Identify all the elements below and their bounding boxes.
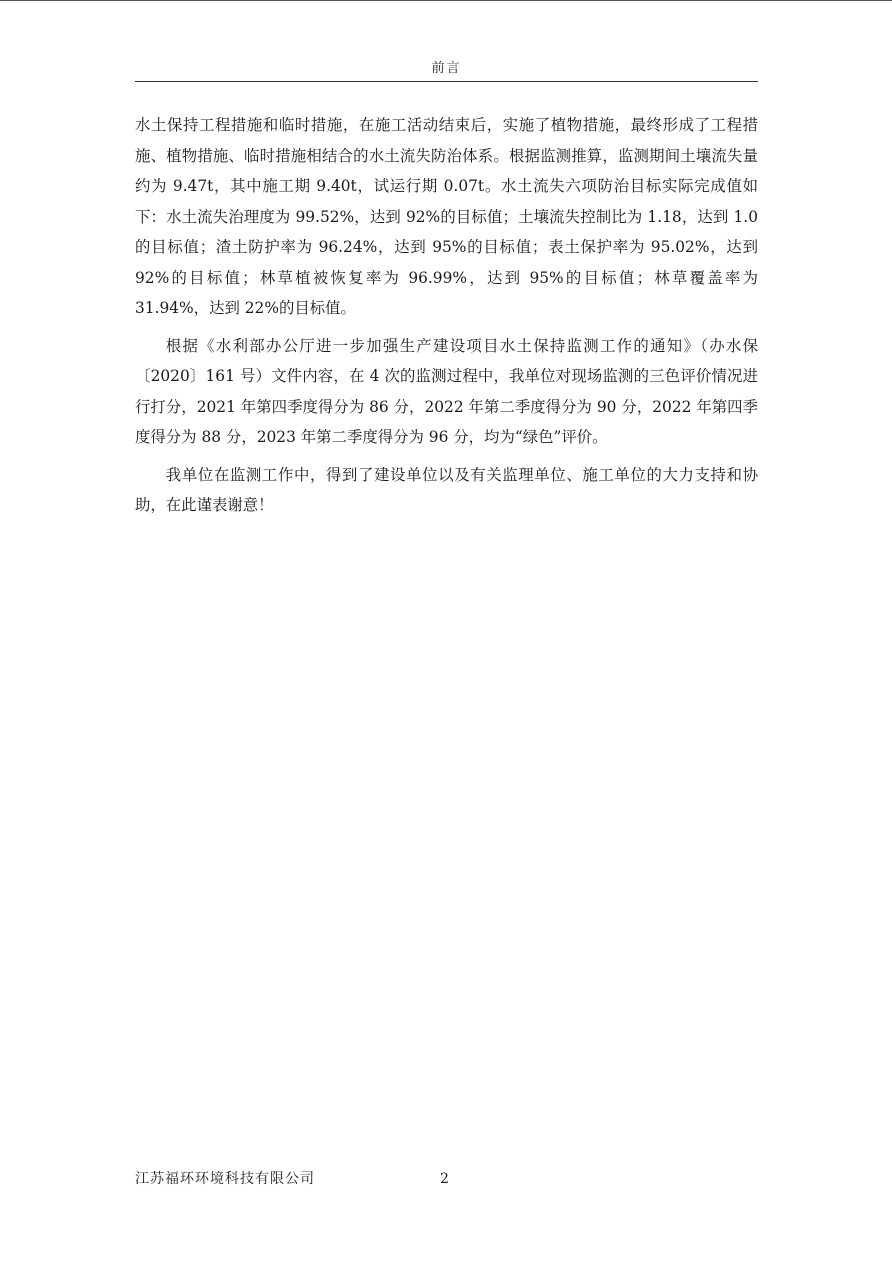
page-top-edge — [0, 0, 892, 1]
page-header — [135, 58, 758, 82]
page-footer — [135, 1168, 758, 1190]
header-title: 前言 — [431, 61, 462, 76]
footer-company: 江苏福环环境科技有限公司 — [135, 1171, 315, 1187]
page-number: 2 — [440, 1171, 449, 1187]
paragraph-continuation: 水土保持工程措施和临时措施，在施工活动结束后，实施了植物措施，最终形成了工程措施、植物措施、临时措施相结合的水土流失防治体系。根据监测推算，监测期间土壤流失量约为 9.47t，其中施工期 9.40t，试运行期 0.07t。水土流失六项防治目标实际完成值如下：水土流失治理度为 99.52%，达到 92%的目标值；土壤流失控制比为 1.18，达到 1.0 的目标值；渣土防护率为 96.24%，达到 95%的目标值；表土保护率为 95.02%，达到 92%的目标值；林草植被恢复率为 96.99%，达到 95%的目标值；林草覆盖率为 31.94%，达到 22%的目标值。 — [135, 116, 758, 317]
paragraph-evaluation: 根据《水利部办公厅进一步加强生产建设项目水土保持监测工作的通知》（办水保〔2020〕161 号）文件内容，在 4 次的监测过程中，我单位对现场监测的三色评价情况进行打分，2021 年第四季度得分为 86 分，2022 年第二季度得分为 90 分，2022 年第四季度得分为 88 分，2023 年第二季度得分为 96 分，均为“绿色”评价。 — [135, 336, 758, 446]
document-body — [135, 110, 758, 528]
paragraph-acknowledgement: 我单位在监测工作中，得到了建设单位以及有关监理单位、施工单位的大力支持和协助，在此谨表谢意！ — [135, 465, 758, 514]
